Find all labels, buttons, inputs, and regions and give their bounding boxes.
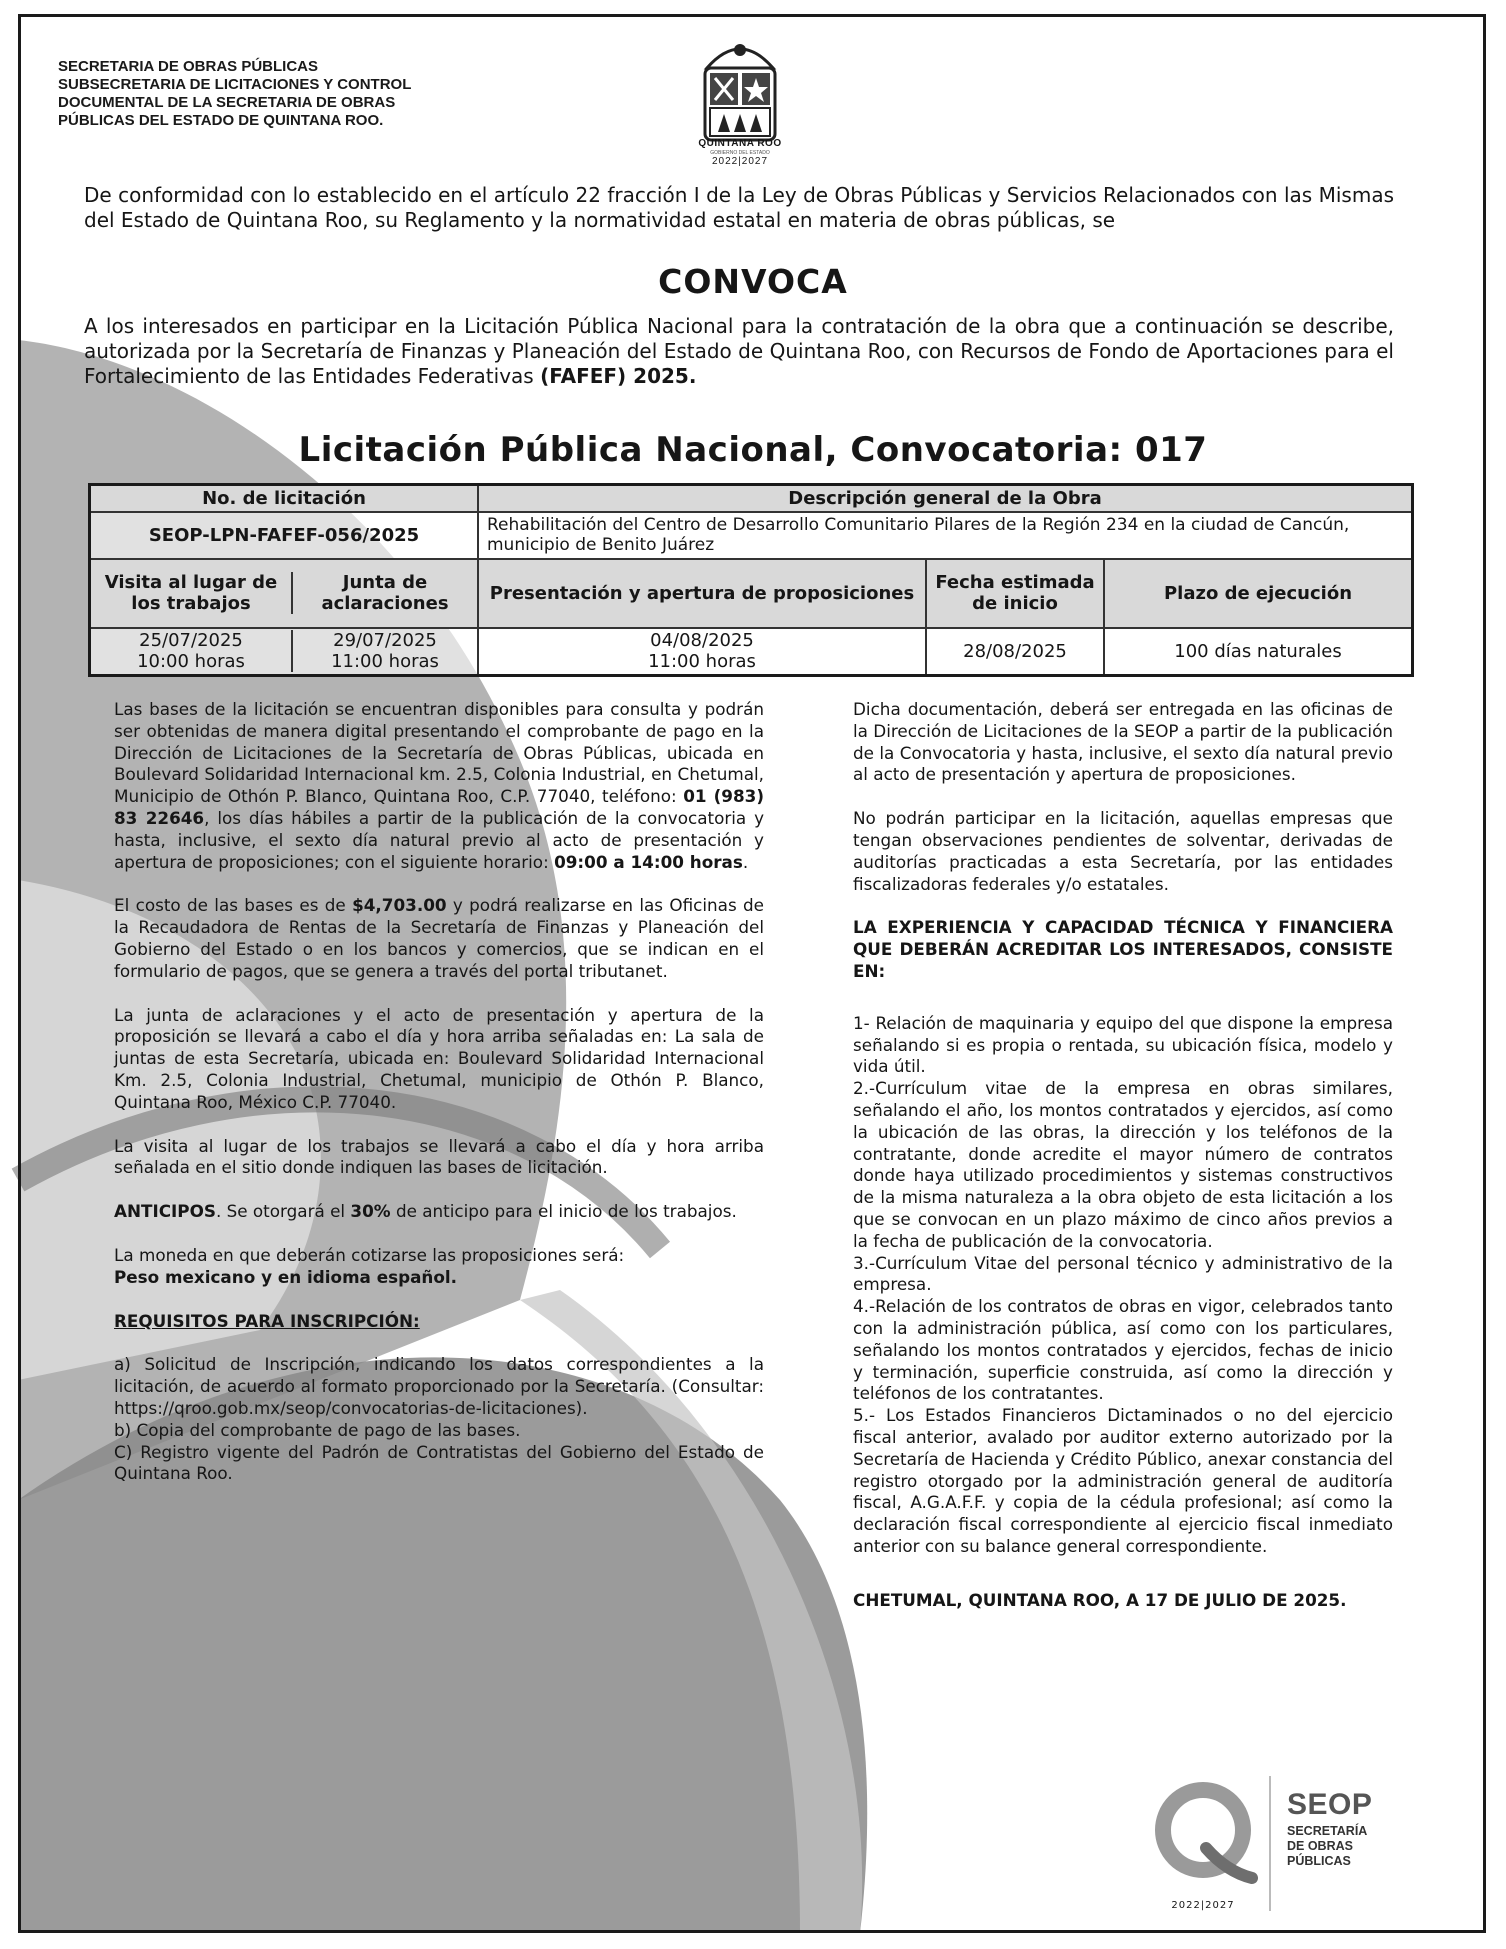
invitation-fund: (FAFEF) 2025. [540,364,697,388]
site-visit-cell [91,630,292,672]
experience-item: 4.-Relación de los contratos de obras en vigor, celebrados tanto con la administración pública, así como con los particulares, señalando los montos contratados y ejercidos, fechas de inicio y terminación, superficie construida, así como la dirección y teléfonos de los contratantes. [853,1296,1393,1404]
cost-text-a: El costo de las bases es de [114,895,346,916]
header-site-visit-label: Visita al lugar de los trabajos [91,572,292,614]
opening-date: 04/08/2025 [650,630,754,652]
bases-text-b: , los días hábiles a partir de la publicación de la convocatoria y hasta, inclusive, el sexto día natural previo al acto de presentación y apertura de proposiciones; con el siguiente horario: [114,807,764,872]
site-visit-date: 25/07/2025 [139,630,243,652]
experience-item: 1- Relación de maquinaria y equipo del que dispone la empresa señalando si es propia o rentada, su ubicación física, modelo y vida útil. [853,1012,1393,1077]
experience-item: 5.- Los Estados Financieros Dictaminados o no del ejercicio fiscal anterior, avalado por auditor externo autorizado por la Secretaría de Hacienda y Crédito Público, anexar constancia del registro otorgado por la administración general de auditoría fiscal, A.G.A.F.F. y copia de la cédula profesional; así como la declaración fiscal correspondiente al ejercicio fiscal inmediato anterior con su balance general correspondiente. [853,1405,1393,1556]
seop-name-line: SECRETARÍA [1287,1824,1368,1838]
header-site-visit [90,559,479,628]
requirement-item: C) Registro vigente del Padrón de Contratistas del Gobierno del Estado de Quintana Roo. [114,1441,764,1484]
advance-text-b: de anticipo para el inicio de los trabajos. [395,1201,737,1222]
org-line: DOCUMENTAL DE LA SECRETARIA DE OBRAS [58,94,396,111]
experience-item: 2.-Currículum vitae de la empresa en obras similares, señalando el año, los montos contratados y ejercidos, así como la ubicación de las obras, la dirección y los teléfonos de la contratante, donde acredite el mayor número de contratos donde haya utilizado procedimientos y sistemas constructivos de la misma naturaleza a la obra objeto de esta licitación a los que se convocan en un plazo máximo de cinco años previos a la fecha de publicación de la convocatoria. [853,1078,1393,1251]
exclusion-paragraph: No podrán participar en la licitación, aquellas empresas que tengan observaciones pendientes de solventar, derivadas de auditorías practicadas a esta Secretaría, por las entidades fiscalizadoras federales y/o estatales. [853,808,1393,894]
currency-paragraph [114,1245,764,1289]
org-line: PÚBLICAS DEL ESTADO DE QUINTANA ROO. [58,112,384,129]
footer-divider [1269,1776,1271,1911]
right-column [853,699,1393,1633]
table-row [90,628,1413,676]
call-title: Licitación Pública Nacional, Convocatoria: 017 [298,430,1208,470]
bases-text-end: . [742,851,749,872]
advance-label: ANTICIPOS [114,1201,216,1222]
bases-cost: $4,703.00 [352,895,447,916]
advance-paragraph [114,1201,764,1223]
header-proposal-opening: Presentación y apertura de proposiciones [478,559,926,628]
emblem-caption [683,138,797,167]
emblem-government: GOBIERNO DEL ESTADO [710,150,770,156]
seop-name-line: DE OBRAS [1287,1839,1353,1853]
opening-time: 11:00 horas [648,651,756,673]
seop-name [1287,1824,1372,1869]
delivery-paragraph: Dicha documentación, deberá ser entregada en las oficinas de la Dirección de Licitaciones de la SEOP a partir de la publicación de la Convocatoria y hasta, inclusive, el sexto día natural previo al acto de presentación y apertura de proposiciones. [853,699,1393,785]
invitation-text: A los interesados en participar en la Licitación Pública Nacional para la contratación de la obra que a continuación se describe, autorizada por la Secretaría de Finanzas y Planeación del Estado de Quintana Roo, con Recursos de Fondo de Aportaciones para el Fortalecimiento de las Entidades Federativas [84,314,1394,388]
meeting-date: 29/07/2025 [333,630,437,652]
office-hours: 09:00 a 14:00 horas [554,851,743,872]
work-description: Rehabilitación del Centro de Desarrollo Comunitario Pilares de la Región 234 en la ciudad de Cancún, municipio de Benito Juárez [478,512,1413,559]
meeting-paragraph: La junta de aclaraciones y el acto de presentación y apertura de la proposición se llevará a cabo el día y hora arriba señaladas en: La sala de juntas de esta Secretaría, ubicada en: Boulevard Solidaridad Internacional Km. 2.5, Colonia Industrial, Chetumal, municipio de Othón P. Blanco, Quintana Roo, México C.P. 77040. [114,1004,764,1112]
requirement-item: b) Copia del comprobante de pago de las bases. [114,1419,521,1440]
org-line: SECRETARIA DE OBRAS PÚBLICAS [58,58,319,75]
header-start-date: Fecha estimada de inicio [926,559,1104,628]
quintana-roo-q-logo-icon [1148,1778,1258,1888]
seop-logo [1287,1788,1372,1869]
experience-heading: LA EXPERIENCIA Y CAPACIDAD TÉCNICA Y FINANCIERA QUE DEBERÁN ACREDITAR LOS INTERESADOS, CONSISTE EN: [853,917,1393,981]
opening-cell [478,628,926,676]
emblem-state: QUINTANA ROO [698,138,782,149]
table-row [90,485,1413,512]
bid-number: SEOP-LPN-FAFEF-056/2025 [90,512,479,559]
advance-percent: 30% [350,1201,391,1222]
meeting-time: 11:00 horas [331,651,439,673]
header-description: Descripción general de la Obra [478,485,1413,512]
site-visit-time: 10:00 horas [137,651,245,673]
issuing-organization [58,58,411,130]
phone-number: 01 (983) 83 22646 [114,786,764,828]
intro-paragraph: De conformidad con lo establecido en el artículo 22 fracción I de la Ley de Obras Públicas y Servicios Relacionados con las Mismas del Estado de Quintana Roo, su Reglamento y la normatividad estatal en materia de obras públicas, se [84,183,1394,232]
left-column [114,699,764,1485]
start-date: 28/08/2025 [926,628,1104,676]
table-row [90,559,1413,628]
requirement-item: a) Solicitud de Inscripción, indicando los datos correspondientes a la licitación, de acuerdo al formato proporcionado por la Secretaría. (Consultar: https://qroo.gob.mx/seop/convocatorias-de-licitaciones). [114,1354,764,1418]
header-clarification-meeting: Junta de aclaraciones [321,572,449,615]
bases-cost-paragraph [114,895,764,982]
signature-line: CHETUMAL, QUINTANA ROO, A 17 DE JULIO DE 2025. [853,1589,1347,1610]
advance-text-a: . Se otorgará el [215,1201,346,1222]
meeting-cell [292,630,477,672]
duration: 100 días naturales [1104,628,1413,676]
experience-item: 3.-Currículum Vitae del personal técnico y administrativo de la empresa. [853,1252,1393,1295]
site-visit-and-meeting-cells [90,628,479,676]
bid-table [88,483,1414,677]
requirements-heading: REQUISITOS PARA INSCRIPCIÓN: [114,1310,420,1331]
header-duration: Plazo de ejecución [1104,559,1413,628]
invitation-paragraph [84,314,1394,389]
seop-acronym: SEOP [1287,1788,1373,1821]
org-line: SUBSECRETARIA DE LICITACIONES Y CONTROL [58,76,412,93]
emblem-years: 2022|2027 [711,156,769,167]
footer-logo-years: 2022|2027 [1171,1900,1235,1911]
bases-text-a: Las bases de la licitación se encuentran disponibles para consulta y podrán ser obtenidas de manera digital presentando el comprobante de pago en la Dirección de Licitaciones de la Secretaría de Obras Públicas, ubicada en Boulevard Solidaridad Internacional km. 2.5, Colonia Industrial, en Chetumal, Municipio de Othón P. Blanco, Quintana Roo, C.P. 77040, teléfono: [114,699,764,807]
seop-name-line: PÚBLICAS [1287,1854,1351,1868]
currency-text: La moneda en que deberán cotizarse las proposiciones será: [114,1244,625,1265]
cost-text-b: y podrá realizarse en las Oficinas de la Recaudadora de Rentas de la Secretaría de Finanzas y Planeación del Gobierno del Estado o en los bancos y comercios, que se indican en el formulario de pagos, que se genera a través del portal tributanet. [114,895,765,981]
table-row [90,512,1413,559]
currency-value: Peso mexicano y en idioma español. [114,1266,458,1287]
header-bid-number: No. de licitación [90,485,479,512]
visit-paragraph: La visita al lugar de los trabajos se llevará a cabo el día y hora arriba señalada en el sitio donde indiquen las bases de licitación. [114,1135,764,1178]
convoca-heading: CONVOCA [658,262,848,301]
bases-availability-paragraph [114,699,764,873]
